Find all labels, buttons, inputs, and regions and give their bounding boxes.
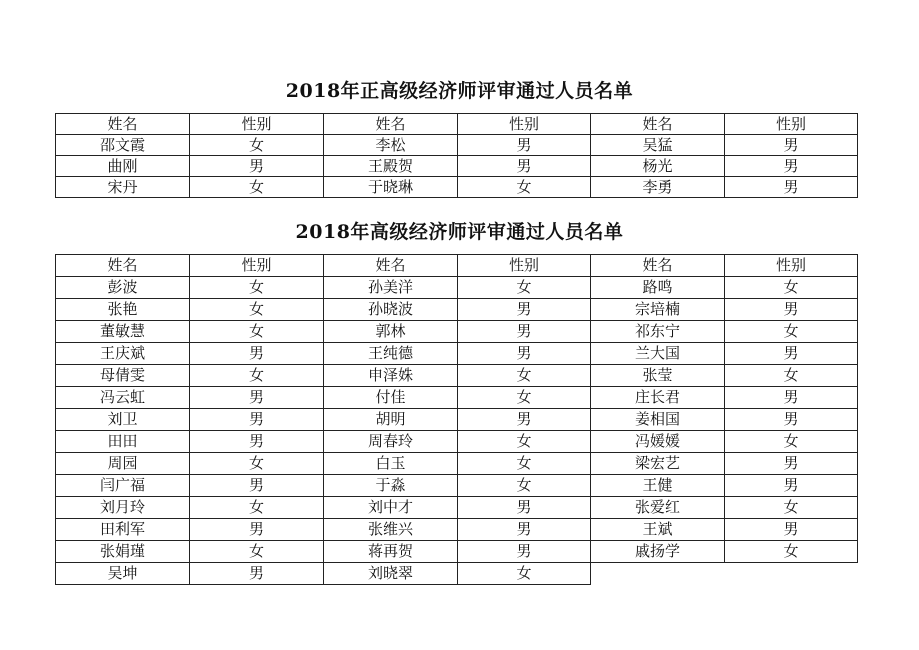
table2-header-row	[56, 255, 858, 277]
person-name-cell: 冯媛媛	[591, 431, 725, 453]
person-name-cell: 董敏慧	[56, 321, 190, 343]
gender-cell: 女	[458, 177, 591, 198]
person-name-cell: 刘卫	[56, 409, 190, 431]
table-row	[56, 277, 858, 299]
gender-cell: 男	[190, 563, 324, 585]
gender-cell: 男	[190, 343, 324, 365]
table-professor-level	[55, 113, 858, 198]
gender-cell: 女	[725, 277, 858, 299]
header-gender: 性别	[190, 255, 324, 277]
gender-cell: 女	[725, 541, 858, 563]
table-row	[56, 299, 858, 321]
gender-cell: 女	[190, 135, 324, 156]
header-gender: 性别	[458, 255, 591, 277]
gender-cell: 男	[725, 409, 858, 431]
person-name-cell: 杨光	[591, 156, 725, 177]
header-name: 姓名	[591, 255, 725, 277]
header-name: 姓名	[591, 114, 725, 135]
person-name-cell: 曲刚	[56, 156, 190, 177]
table-row	[56, 321, 858, 343]
person-name-cell: 周园	[56, 453, 190, 475]
table-row	[56, 177, 858, 198]
person-name-cell: 田利军	[56, 519, 190, 541]
title-senior-economist-professor: 2018年正高级经济师评审通过人员名单	[285, 80, 634, 102]
gender-cell: 男	[190, 409, 324, 431]
gender-cell: 女	[458, 475, 591, 497]
gender-cell: 女	[458, 453, 591, 475]
header-gender: 性别	[190, 114, 324, 135]
person-name-cell: 宗培楠	[591, 299, 725, 321]
gender-cell: 男	[725, 156, 858, 177]
gender-cell: 男	[725, 177, 858, 198]
gender-cell: 男	[725, 519, 858, 541]
person-name-cell: 刘中才	[324, 497, 458, 519]
person-name-cell: 兰大国	[591, 343, 725, 365]
person-name-cell: 彭波	[56, 277, 190, 299]
person-name-cell: 母倩雯	[56, 365, 190, 387]
gender-cell: 男	[190, 519, 324, 541]
person-name-cell: 周春玲	[324, 431, 458, 453]
person-name-cell: 张娟瑾	[56, 541, 190, 563]
empty-cell	[591, 563, 725, 585]
table-row	[56, 135, 858, 156]
empty-cell	[725, 563, 858, 585]
gender-cell: 女	[725, 321, 858, 343]
person-name-cell: 梁宏艺	[591, 453, 725, 475]
header-gender: 性别	[458, 114, 591, 135]
gender-cell: 女	[190, 277, 324, 299]
person-name-cell: 戚扬学	[591, 541, 725, 563]
gender-cell: 女	[725, 365, 858, 387]
person-name-cell: 张爱红	[591, 497, 725, 519]
table-row	[56, 365, 858, 387]
gender-cell: 男	[458, 135, 591, 156]
gender-cell: 男	[190, 387, 324, 409]
table-row	[56, 475, 858, 497]
table1-header-row	[56, 114, 858, 135]
person-name-cell: 孙美洋	[324, 277, 458, 299]
person-name-cell: 吴猛	[591, 135, 725, 156]
gender-cell: 男	[458, 321, 591, 343]
gender-cell: 男	[458, 497, 591, 519]
gender-cell: 男	[458, 343, 591, 365]
gender-cell: 女	[458, 563, 591, 585]
person-name-cell: 田田	[56, 431, 190, 453]
gender-cell: 男	[458, 519, 591, 541]
person-name-cell: 王纯德	[324, 343, 458, 365]
gender-cell: 男	[725, 299, 858, 321]
table-row	[56, 519, 858, 541]
person-name-cell: 吴坤	[56, 563, 190, 585]
table-row	[56, 497, 858, 519]
person-name-cell: 于晓琳	[324, 177, 458, 198]
gender-cell: 女	[458, 431, 591, 453]
gender-cell: 女	[190, 299, 324, 321]
gender-cell: 男	[190, 156, 324, 177]
person-name-cell: 宋丹	[56, 177, 190, 198]
gender-cell: 女	[458, 365, 591, 387]
table-row	[56, 453, 858, 475]
gender-cell: 女	[190, 365, 324, 387]
person-name-cell: 路鸣	[591, 277, 725, 299]
person-name-cell: 祁东宁	[591, 321, 725, 343]
table-senior-level	[55, 254, 858, 585]
header-gender: 性别	[725, 114, 858, 135]
gender-cell: 男	[725, 343, 858, 365]
person-name-cell: 张艳	[56, 299, 190, 321]
person-name-cell: 张维兴	[324, 519, 458, 541]
gender-cell: 女	[458, 387, 591, 409]
person-name-cell: 胡明	[324, 409, 458, 431]
person-name-cell: 王斌	[591, 519, 725, 541]
person-name-cell: 王殿贺	[324, 156, 458, 177]
header-name: 姓名	[324, 114, 458, 135]
person-name-cell: 刘晓翠	[324, 563, 458, 585]
person-name-cell: 张莹	[591, 365, 725, 387]
header-gender: 性别	[725, 255, 858, 277]
person-name-cell: 申泽姝	[324, 365, 458, 387]
gender-cell: 女	[190, 453, 324, 475]
person-name-cell: 王庆斌	[56, 343, 190, 365]
table-row	[56, 387, 858, 409]
table-row	[56, 156, 858, 177]
gender-cell: 女	[458, 277, 591, 299]
gender-cell: 男	[458, 541, 591, 563]
person-name-cell: 付佳	[324, 387, 458, 409]
table-row	[56, 431, 858, 453]
table-row	[56, 541, 858, 563]
person-name-cell: 冯云虹	[56, 387, 190, 409]
title-senior-economist: 2018年高级经济师评审通过人员名单	[295, 221, 624, 243]
table-row	[56, 343, 858, 365]
gender-cell: 男	[725, 135, 858, 156]
gender-cell: 女	[190, 497, 324, 519]
person-name-cell: 孙晓波	[324, 299, 458, 321]
gender-cell: 女	[190, 321, 324, 343]
table-row	[56, 563, 858, 585]
person-name-cell: 郭林	[324, 321, 458, 343]
gender-cell: 男	[725, 475, 858, 497]
gender-cell: 男	[190, 475, 324, 497]
header-name: 姓名	[324, 255, 458, 277]
gender-cell: 女	[190, 177, 324, 198]
gender-cell: 男	[190, 431, 324, 453]
gender-cell: 女	[725, 497, 858, 519]
gender-cell: 男	[458, 409, 591, 431]
person-name-cell: 李松	[324, 135, 458, 156]
gender-cell: 男	[458, 299, 591, 321]
person-name-cell: 姜相国	[591, 409, 725, 431]
person-name-cell: 庄长君	[591, 387, 725, 409]
person-name-cell: 于淼	[324, 475, 458, 497]
gender-cell: 女	[190, 541, 324, 563]
gender-cell: 男	[458, 156, 591, 177]
person-name-cell: 白玉	[324, 453, 458, 475]
header-name: 姓名	[56, 255, 190, 277]
gender-cell: 男	[725, 453, 858, 475]
header-name: 姓名	[56, 114, 190, 135]
person-name-cell: 刘月玲	[56, 497, 190, 519]
person-name-cell: 李勇	[591, 177, 725, 198]
person-name-cell: 蒋再贺	[324, 541, 458, 563]
gender-cell: 女	[725, 431, 858, 453]
person-name-cell: 邵文霞	[56, 135, 190, 156]
person-name-cell: 王健	[591, 475, 725, 497]
gender-cell: 男	[725, 387, 858, 409]
person-name-cell: 闫广福	[56, 475, 190, 497]
table-row	[56, 409, 858, 431]
